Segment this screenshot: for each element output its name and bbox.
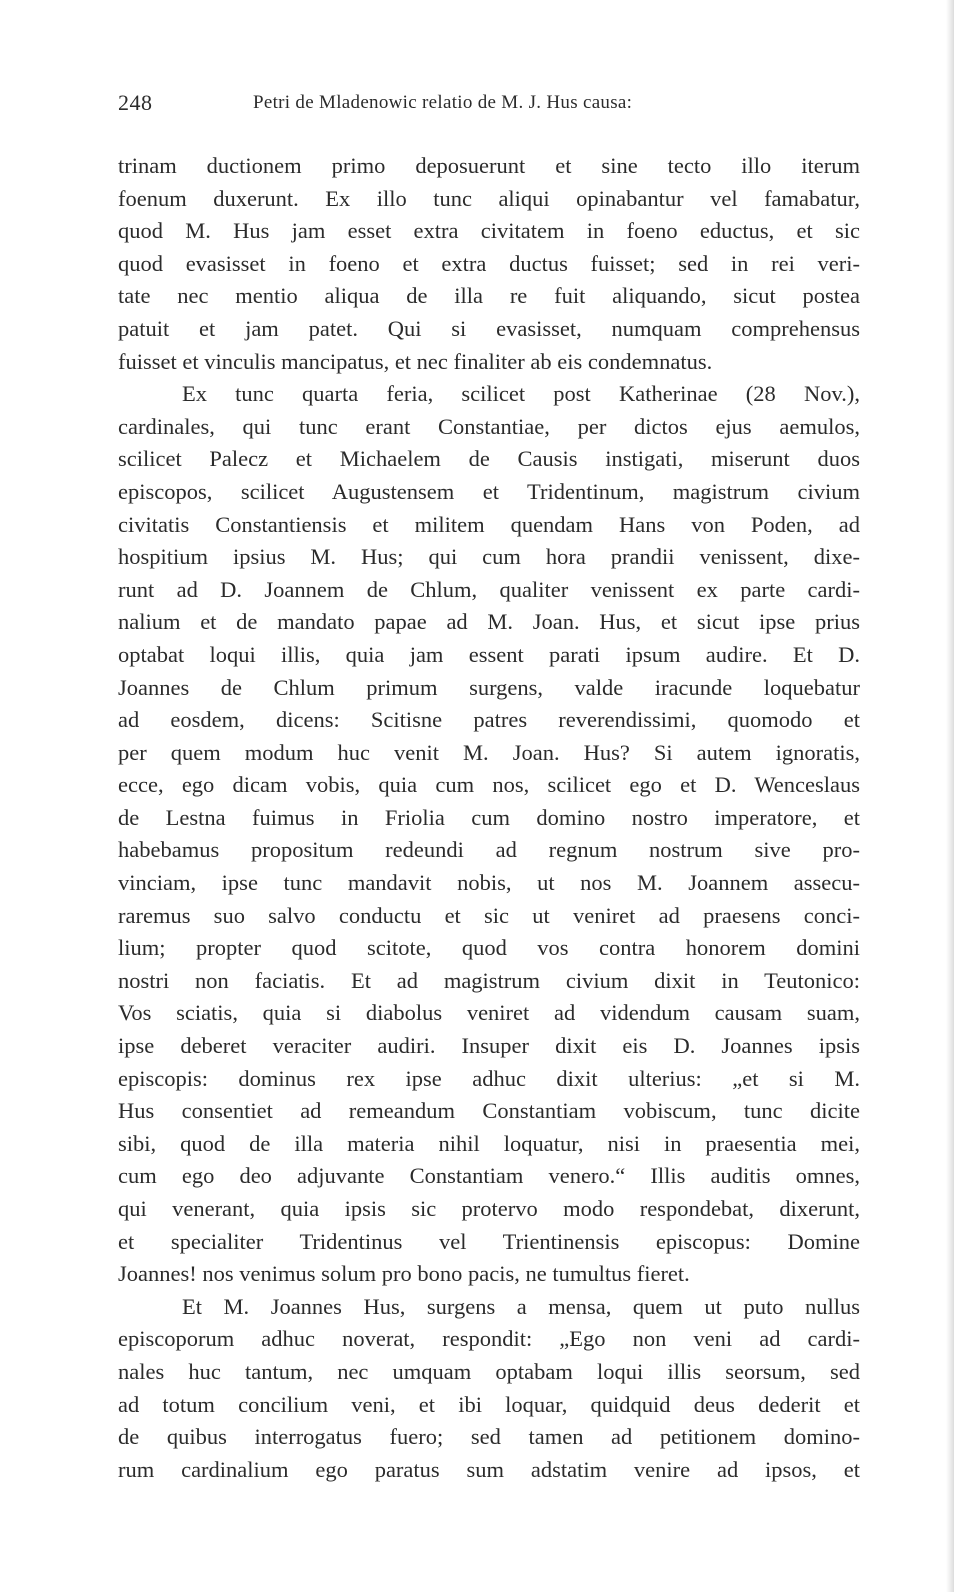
page-header [118,90,858,126]
text-line: et specialiter Tridentinus vel Trientinensis episcopus: Domine [118,1228,860,1254]
text-line: sibi, quod de illa materia nihil loquatur, nisi in praesentia mei, [118,1130,860,1156]
text-line: quod evasisset in foeno et extra ductus fuisset; sed in rei veri- [118,250,860,276]
text-line: runt ad D. Joannem de Chlum, qualiter venissent ex parte cardi- [118,576,860,602]
text-line: cardinales, qui tunc erant Constantiae, per dictos ejus aemulos, [118,413,860,439]
text-line: tate nec mentio aliqua de illa re fuit aliquando, sicut postea [118,283,860,309]
text-line: de quibus interrogatus fuero; sed tamen ad petitionem domino- [118,1424,860,1450]
text-line: optabat loqui illis, quia jam essent parati ipsum audire. Et D. [118,641,860,667]
text-line: Hus consentiet ad remeandum Constantiam vobiscum, tunc dicite [118,1098,860,1124]
text-line: per quem modum huc venit M. Joan. Hus? Si autem ignoratis, [118,739,860,765]
text-line: ecce, ego dicam vobis, quia cum nos, scilicet ego et D. Wenceslaus [118,772,860,798]
paragraph-first-line: Ex tunc quarta feria, scilicet post Katherinae (28 Nov.), [182,381,860,407]
paragraph-first-line: Et M. Joannes Hus, surgens a mensa, quem ut puto nullus [182,1293,860,1319]
text-line: ad eosdem, dicens: Scitisne patres reverendissimi, quomodo et [118,707,860,733]
text-line: vinciam, ipse tunc mandavit nobis, ut nos M. Joannem assecu- [118,870,860,896]
text-line: episcopos, scilicet Augustensem et Tridentinum, magistrum civium [118,478,860,504]
text-line: ad totum concilium veni, et ibi loquar, quidquid deus dederit et [118,1391,860,1417]
text-line: foenum duxerunt. Ex illo tunc aliqui opinabantur vel famabatur, [118,185,860,211]
text-line: habebamus propositum redeundi ad regnum nostrum sive pro- [118,837,860,863]
text-line: Joannes de Chlum primum surgens, valde iracunde loquebatur [118,674,860,700]
body-text [118,150,860,1486]
text-line: Vos sciatis, quia si diabolus veniret ad videndum causam suam, [118,1000,860,1026]
text-line: nalium et de mandato papae ad M. Joan. Hus, et sicut ipse prius [118,609,860,635]
text-line: nales huc tantum, nec umquam optabam loqui illis seorsum, sed [118,1358,860,1384]
text-line: hospitium ipsius M. Hus; qui cum hora prandii venissent, dixe- [118,544,860,570]
text-line: fuisset et vinculis mancipatus, et nec finaliter ab eis condemnatus. [118,348,713,374]
text-line: patuit et jam patet. Qui si evasisset, numquam comprehensus [118,315,860,341]
page-number: 248 [118,90,153,115]
text-line: rum cardinalium ego paratus sum adstatim venire ad ipsos, et [118,1456,860,1482]
text-line: quod M. Hus jam esset extra civitatem in foeno eductus, et sic [118,218,860,244]
text-line: de Lestna fuimus in Friolia cum domino nostro imperatore, et [118,804,860,830]
text-line: cum ego deo adjuvante Constantiam venero.“ Illis auditis omnes, [118,1163,860,1189]
text-line: nostri non faciatis. Et ad magistrum civium dixit in Teutonico: [118,967,860,993]
text-line: Joannes! nos venimus solum pro bono pacis, ne tumultus fieret. [118,1261,690,1287]
text-line: qui venerant, quia ipsis sic protervo modo respondebat, dixerunt, [118,1196,860,1221]
page-edge-shadow [946,0,954,1592]
text-line: civitatis Constantiensis et militem quendam Hans von Poden, ad [118,511,860,537]
text-line: trinam ductionem primo deposuerunt et sine tecto illo iterum [118,153,860,178]
text-line: episcopis: dominus rex ipse adhuc dixit ulterius: „et si M. [118,1065,860,1091]
text-line: episcoporum adhuc noverat, respondit: „Ego non veni ad cardi- [118,1326,860,1352]
text-line: ipse deberet veraciter audiri. Insuper dixit eis D. Joannes ipsis [118,1033,860,1059]
text-line: scilicet Palecz et Michaelem de Causis instigati, miserunt duos [118,446,860,472]
text-line: raremus suo salvo conductu et sic ut veniret ad praesens conci- [118,902,860,928]
running-head: Petri de Mladenowic relatio de M. J. Hus causa: [253,92,633,113]
text-line: lium; propter quod scitote, quod vos contra honorem domini [118,935,860,961]
